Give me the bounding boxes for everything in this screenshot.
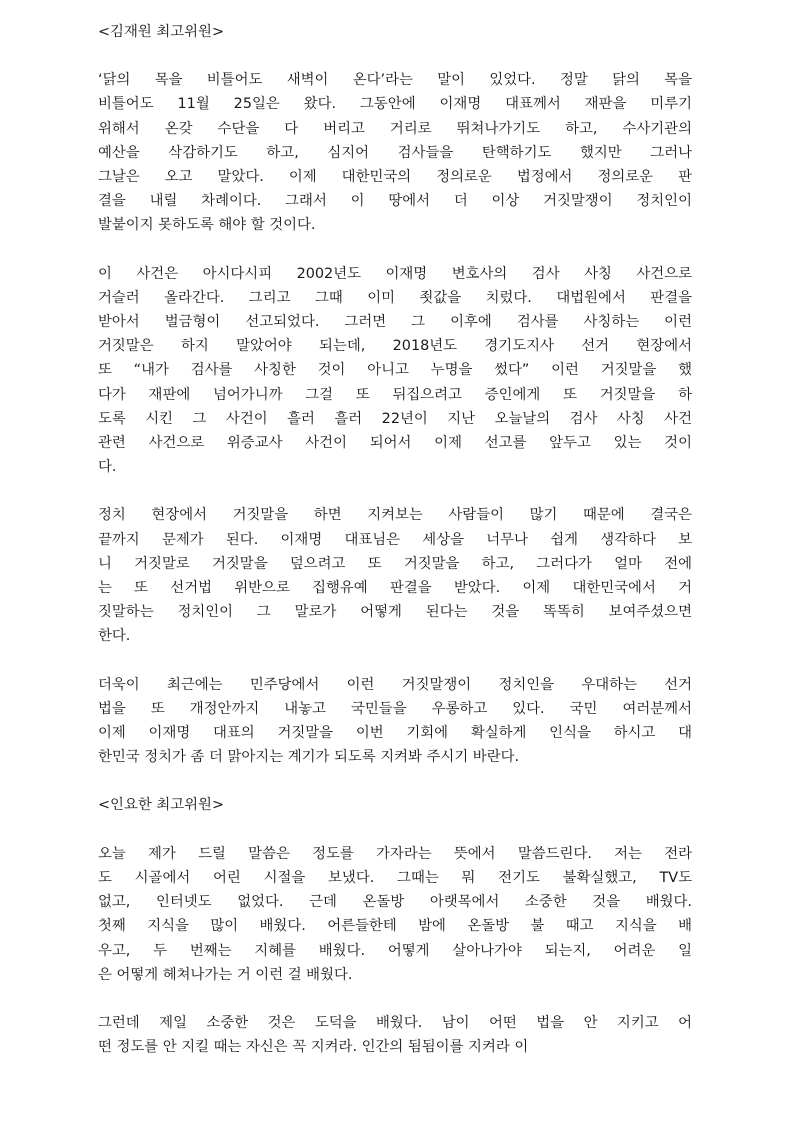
- text-line: 떤 정도를 안 지킬 때는 자신은 꼭 지켜라. 인간의 됨됨이를 지켜라 이: [98, 1039, 529, 1056]
- paragraph: [98, 673, 692, 770]
- text-line: 또 “내가 검사를 사칭한 것이 아니고 누명을 썼다” 이런 거짓말을 했: [98, 362, 692, 379]
- text-line: 끝까지 문제가 된다. 이재명 대표님은 세상을 너무나 쉽게 생각하다 보: [98, 531, 692, 548]
- text-line: 한민국 정치가 좀 더 맑아지는 계기가 되도록 지켜봐 주시기 바란다.: [98, 749, 520, 766]
- text-line: 없고, 인터넷도 없었다. 근데 온돌방 아랫목에서 소중한 것을 배웠다.: [98, 894, 692, 911]
- text-line: 니 거짓말로 거짓말을 덮으려고 또 거짓말을 하고, 그러다가 얼마 전에: [98, 555, 692, 572]
- text-line: 그런데 제일 소중한 것은 도덕을 배웠다. 남이 어떤 법을 안 지키고 어: [98, 1014, 692, 1031]
- text-line: 관련 사건으로 위증교사 사건이 되어서 이제 선고를 앞두고 있는 것이: [98, 435, 692, 452]
- text-line: 법을 또 개정안까지 내놓고 국민들을 우롱하고 있다. 국민 여러분께서: [98, 700, 692, 717]
- paragraph: [98, 262, 692, 480]
- text-line: 이 사건은 아시다시피 2002년도 이재명 변호사의 검사 사칭 사건으로: [98, 265, 692, 282]
- text-line: ‘닭의 목을 비틀어도 새벽이 온다’라는 말이 있었다. 정말 닭의 목을: [98, 72, 692, 89]
- text-line: 거슬러 올라간다. 그리고 그때 이미 죗값을 치렀다. 대법원에서 판결을: [98, 289, 692, 306]
- text-line: 도 시골에서 어린 시절을 보냈다. 그때는 뭐 전기도 불확실했고, TV도: [98, 869, 692, 886]
- speaker-heading: <김재원 최고위원>: [98, 24, 224, 40]
- text-line: 거짓말은 하지 말았어야 되는데, 2018년도 경기도지사 선거 현장에서: [98, 338, 692, 355]
- text-line: 오늘 제가 드릴 말씀은 정도를 가자라는 뜻에서 말씀드린다. 저는 전라: [98, 845, 692, 862]
- text-line: 위해서 온갖 수단을 다 버리고 거리로 뛰쳐나가기도 하고, 수사기관의: [98, 120, 692, 137]
- text-line: 한다.: [98, 628, 131, 645]
- text-line: 비틀어도 11월 25일은 왔다. 그동안에 이재명 대표께서 재판을 미루기: [98, 96, 692, 113]
- text-line: 첫째 지식을 많이 배웠다. 어른들한테 밤에 온돌방 불 때고 지식을 배: [98, 918, 692, 935]
- text-line: 은 어떻게 헤쳐나가는 거 이런 걸 배웠다.: [98, 966, 353, 983]
- paragraph: [98, 503, 692, 648]
- text-line: 그날은 오고 말았다. 이제 대한민국의 정의로운 법정에서 정의로운 판: [98, 169, 692, 186]
- text-line: 더욱이 최근에는 민주당에서 이런 거짓말쟁이 정치인을 우대하는 선거: [98, 676, 692, 693]
- text-line: 받아서 벌금형이 선고되었다. 그러면 그 이후에 검사를 사칭하는 이런: [98, 314, 692, 331]
- text-line: 정치 현장에서 거짓말을 하면 지켜보는 사람들이 많기 때문에 결국은: [98, 507, 692, 524]
- document-page: [98, 20, 692, 1083]
- paragraph: [98, 842, 692, 987]
- speaker-heading: <인요한 최고위원>: [98, 797, 224, 814]
- text-line: 발붙이지 못하도록 해야 할 것이다.: [98, 217, 316, 234]
- text-line: 우고, 두 번째는 지혜를 배웠다. 어떻게 살아나가야 되는지, 어려운 일: [98, 942, 692, 959]
- text-line: 짓말하는 정치인이 그 말로가 어떻게 된다는 것을 똑똑히 보여주셨으면: [98, 604, 692, 621]
- text-line: 예산을 삭감하기도 하고, 심지어 검사들을 탄핵하기도 했지만 그러나: [98, 144, 692, 161]
- text-line: 결을 내릴 차례이다. 그래서 이 땅에서 더 이상 거짓말쟁이 정치인이: [98, 193, 692, 210]
- text-line: 는 또 선거법 위반으로 집행유예 판결을 받았다. 이제 대한민국에서 거: [98, 580, 692, 597]
- paragraph: [98, 1011, 692, 1059]
- text-line: 다가 재판에 넘어가니까 그걸 또 뒤집으려고 증인에게 또 거짓말을 하: [98, 386, 692, 403]
- text-line: 도록 시킨 그 사건이 흘러 흘러 22년이 지난 오늘날의 검사 사칭 사건: [98, 410, 692, 427]
- text-line: 이제 이재명 대표의 거짓말을 이번 기회에 확실하게 인식을 하시고 대: [98, 725, 692, 742]
- text-line: 다.: [98, 459, 117, 476]
- paragraph: [98, 68, 692, 237]
